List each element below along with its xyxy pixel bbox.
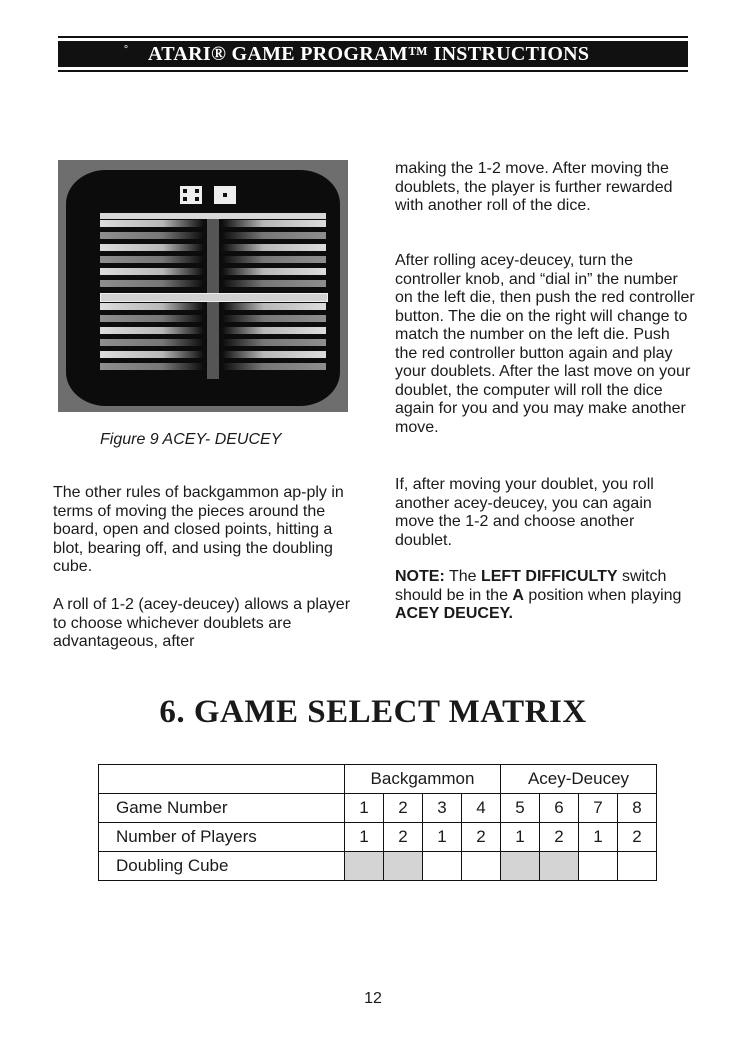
board-point <box>222 363 326 370</box>
matrix-cell: 1 <box>345 794 384 823</box>
board-point <box>100 220 204 227</box>
board-point <box>100 256 204 263</box>
matrix-cell: 2 <box>384 794 423 823</box>
group-acey-deucey: Acey-Deucey <box>501 765 657 794</box>
right-die-icon <box>214 186 236 204</box>
board-point <box>100 280 204 287</box>
note-acey-deucey: ACEY DEUCEY. <box>395 605 513 622</box>
board-point <box>100 327 204 334</box>
doubling-cube-cell <box>540 852 579 881</box>
doubling-cube-cell <box>462 852 501 881</box>
note-label: NOTE: <box>395 568 445 585</box>
doubling-cube-cell <box>384 852 423 881</box>
note-position-a: A <box>512 586 524 604</box>
header-title: ATARI® GAME PROGRAM™ INSTRUCTIONS <box>148 43 590 65</box>
left-paragraph-1: The other rules of backgammon ap-ply in terms of moving the pieces around the board, open and closed points, hitting a blot, bearing off, and using the doubling cube. <box>53 484 344 575</box>
board-point <box>100 303 204 310</box>
group-backgammon: Backgammon <box>345 765 501 794</box>
doubling-cube-cell <box>345 852 384 881</box>
header-bar <box>58 41 688 67</box>
matrix-corner-cell <box>99 765 345 794</box>
row-label: Game Number <box>99 794 345 823</box>
acey-deucey-figure <box>58 160 348 412</box>
matrix-row-doubling-cube <box>99 852 657 881</box>
right-paragraph-3: If, after moving your doublet, you roll another acey-deucey, you can again move the 1-2 and choose another doublet. <box>395 476 654 549</box>
matrix-cell: 2 <box>384 823 423 852</box>
doubling-cube-cell <box>618 852 657 881</box>
board-point <box>222 256 326 263</box>
section-title: 6. GAME SELECT MATRIX <box>159 694 587 730</box>
matrix-cell: 1 <box>501 823 540 852</box>
board-point <box>100 315 204 322</box>
matrix-cell: 2 <box>540 823 579 852</box>
right-paragraph-2: After rolling acey-deucey, turn the controller knob, and “dial in” the number on the left die, then push the red controller button. The die on the right will change to match the number on the left die. Push the red controller button again and play your doublets. After the last move on your doublet, the computer will roll the dice again for you and you may make another move. <box>395 252 695 436</box>
board-point <box>222 244 326 251</box>
board-point <box>222 232 326 239</box>
matrix-cell: 3 <box>423 794 462 823</box>
matrix-cell: 6 <box>540 794 579 823</box>
matrix-row-game-number <box>99 794 657 823</box>
row-label: Doubling Cube <box>99 852 345 881</box>
header-mark: ° <box>124 44 129 55</box>
board-point <box>100 339 204 346</box>
doubling-cube-cell <box>579 852 618 881</box>
board-point <box>100 351 204 358</box>
matrix-cell: 2 <box>618 823 657 852</box>
note-paragraph: NOTE: The LEFT DIFFICULTY switch should be in the A position when playing ACEY DEUCEY. <box>395 568 682 622</box>
matrix-row-number-of-players <box>99 823 657 852</box>
matrix-cell: 1 <box>579 823 618 852</box>
figure-caption: Figure 9 ACEY- DEUCEY <box>100 431 282 448</box>
matrix-cell: 5 <box>501 794 540 823</box>
note-left-difficulty: LEFT DIFFICULTY <box>480 568 618 585</box>
matrix-cell: 8 <box>618 794 657 823</box>
doubling-cube-cell <box>501 852 540 881</box>
left-paragraph-2: A roll of 1-2 (acey-deucey) allows a player to choose whichever doublets are advantageous, after <box>53 596 351 650</box>
board-point <box>222 351 326 358</box>
board-middle-bar <box>100 293 328 302</box>
page-number: 12 <box>364 990 382 1007</box>
board-point <box>222 315 326 322</box>
right-paragraph-1: making the 1-2 move. After moving the doublets, the player is further rewarded with another roll of the dice. <box>395 160 673 214</box>
doubling-cube-cell <box>423 852 462 881</box>
board-point <box>222 220 326 227</box>
tv-screen-image <box>66 170 340 406</box>
left-die-icon <box>180 186 202 204</box>
matrix-cell: 4 <box>462 794 501 823</box>
board-point <box>100 363 204 370</box>
board-point <box>100 268 204 275</box>
board-point <box>222 268 326 275</box>
board-point <box>222 280 326 287</box>
board-point <box>222 327 326 334</box>
header-rule-top <box>58 36 688 38</box>
matrix-cell: 1 <box>423 823 462 852</box>
row-label: Number of Players <box>99 823 345 852</box>
matrix-cell: 2 <box>462 823 501 852</box>
game-select-matrix <box>98 764 657 881</box>
header-rule-bottom <box>58 70 688 72</box>
board-point <box>100 244 204 251</box>
board-point <box>222 339 326 346</box>
matrix-cell: 7 <box>579 794 618 823</box>
matrix-cell: 1 <box>345 823 384 852</box>
board-point <box>100 232 204 239</box>
board-point <box>222 303 326 310</box>
matrix-header-row <box>99 765 657 794</box>
